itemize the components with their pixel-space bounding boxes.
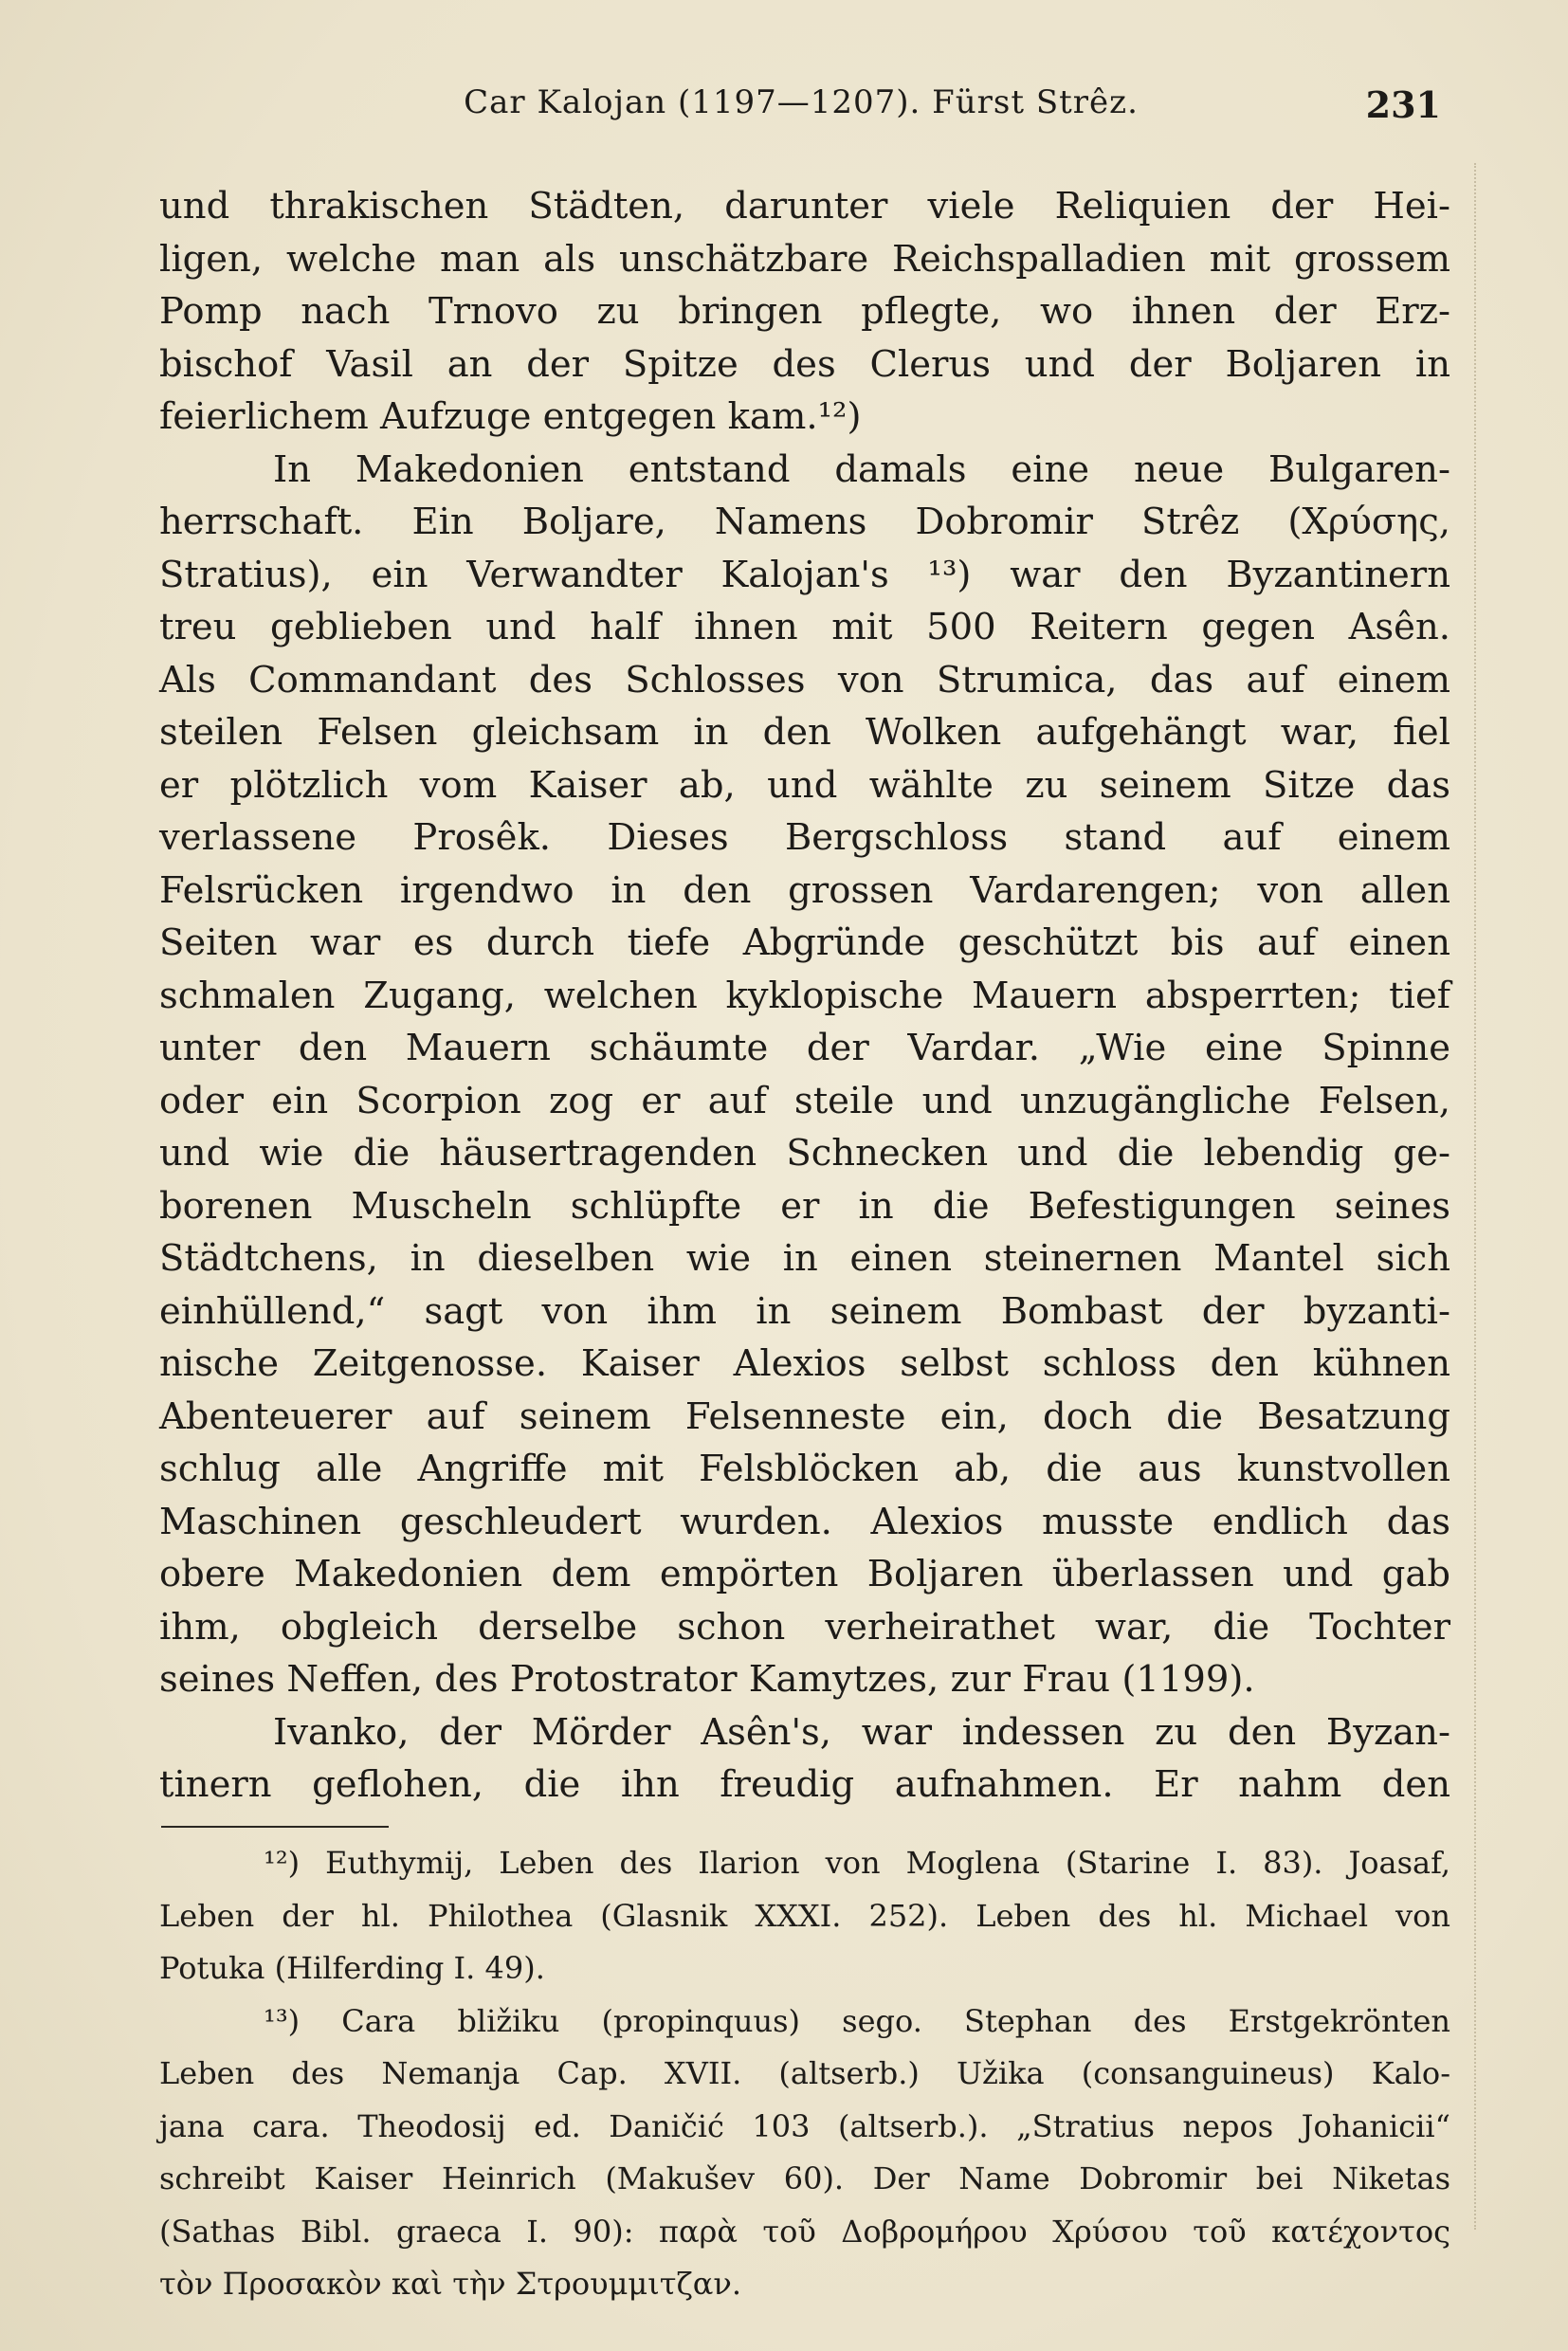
text-line: Seiten war es durch tiefe Abgründe geschützt bis auf einen <box>159 921 1450 964</box>
text-line: ihm, obgleich derselbe schon verheirathet war, die Tochter <box>159 1605 1450 1649</box>
footnotes <box>159 1841 1450 2315</box>
text-line: seines Neffen, des Protostrator Kamytzes, zur Frau (1199). <box>159 1658 1255 1701</box>
page-number: 231 <box>1365 83 1441 126</box>
text-line: Pomp nach Trnovo zu bringen pflegte, wo ihnen der Erz- <box>159 290 1450 333</box>
text-line: Städtchens, in dieselben wie in einen steinernen Mantel sich <box>159 1237 1450 1280</box>
running-head: Car Kalojan (1197—1207). Fürst Strêz. <box>464 83 1139 121</box>
footnote-line: Leben der hl. Philothea (Glasnik XXXI. 252). Leben des hl. Michael von <box>159 1897 1450 1934</box>
text-line: schmalen Zugang, welchen kyklopische Mauern absperrten; tief <box>159 974 1450 1017</box>
text-line: unter den Mauern schäumte der Vardar. „Wie eine Spinne <box>159 1027 1450 1069</box>
text-line: herrschaft. Ein Boljare, Namens Dobromir Strêz (Χρύσης, <box>159 501 1450 543</box>
footnote-line: ¹³) Cara bližiku (propinquus) sego. Stephan des Erstgekrönten <box>264 2002 1450 2039</box>
page-header <box>161 83 1441 140</box>
text-line: steilen Felsen gleichsam in den Wolken aufgehängt war, fiel <box>159 711 1450 754</box>
margin-shadow <box>1467 163 1476 2230</box>
text-line: In Makedonien entstand damals eine neue Bulgaren- <box>273 447 1450 491</box>
footnote-line: τὸν Προσακὸν καὶ τὴν Στρουμμιτζαν. <box>159 2266 742 2302</box>
text-line: Abenteuerer auf seinem Felsenneste ein, doch die Besatzung <box>159 1394 1450 1438</box>
text-line: feierlichem Aufzuge entgegen kam.¹²) <box>159 395 862 438</box>
text-line: Felsrücken irgendwo in den grossen Vardarengen; von allen <box>159 868 1450 912</box>
footnote-line: jana cara. Theodosij ed. Daničić 103 (altserb.). „Stratius nepos Johanicii“ <box>159 2107 1450 2144</box>
text-line: Stratius), ein Verwandter Kalojan's ¹³) war den Byzantinern <box>159 553 1450 596</box>
text-line: obere Makedonien dem empörten Boljaren überlassen und gab <box>159 1553 1450 1595</box>
footnote-line: ¹²) Euthymij, Leben des Ilarion von Moglena (Starine I. 83). Joasaf, <box>264 1845 1450 1881</box>
body-text <box>159 180 1450 1812</box>
text-line: Ivanko, der Mörder Asên's, war indessen zu den Byzan- <box>273 1710 1450 1754</box>
text-line: ligen, welche man als unschätzbare Reichspalladien mit grossem <box>159 237 1450 281</box>
footnote-line: (Sathas Bibl. graeca I. 90): παρὰ τοῦ Δοβρομήρου Χρύσου τοῦ κατέχοντος <box>159 2213 1450 2250</box>
text-line: schlug alle Angriffe mit Felsblöcken ab, die aus kunstvollen <box>159 1448 1450 1490</box>
text-line: verlassene Prosêk. Dieses Bergschloss stand auf einem <box>159 816 1450 859</box>
footnote-divider <box>161 1826 389 1828</box>
footnote-line: Potuka (Hilferding I. 49). <box>159 1950 545 1986</box>
text-line: und wie die häusertragenden Schnecken und die lebendig ge- <box>159 1132 1450 1175</box>
footnote-line: schreibt Kaiser Heinrich (Makušev 60). Der Name Dobromir bei Niketas <box>159 2160 1450 2196</box>
text-line: und thrakischen Städten, darunter viele Reliquien der Hei- <box>159 185 1450 228</box>
text-line: bischof Vasil an der Spitze des Clerus und der Boljaren in <box>159 342 1450 386</box>
footnote-line: Leben des Nemanja Cap. XVII. (altserb.) Užika (consanguineus) Kalo- <box>159 2055 1450 2091</box>
text-line: oder ein Scorpion zog er auf steile und unzugängliche Felsen, <box>159 1079 1450 1122</box>
text-line: borenen Muscheln schlüpfte er in die Befestigungen seines <box>159 1184 1450 1228</box>
text-line: Maschinen geschleudert wurden. Alexios musste endlich das <box>159 1500 1450 1543</box>
text-line: er plötzlich vom Kaiser ab, und wählte zu seinem Sitze das <box>159 763 1450 807</box>
text-line: tinern geflohen, die ihn freudig aufnahmen. Er nahm den <box>159 1763 1450 1806</box>
text-line: treu geblieben und half ihnen mit 500 Reitern gegen Asên. <box>159 606 1450 648</box>
text-line: nische Zeitgenosse. Kaiser Alexios selbst schloss den kühnen <box>159 1342 1450 1385</box>
text-line: einhüllend,“ sagt von ihm in seinem Bombast der byzanti- <box>159 1289 1450 1333</box>
text-line: Als Commandant des Schlosses von Strumica, das auf einem <box>159 658 1450 702</box>
